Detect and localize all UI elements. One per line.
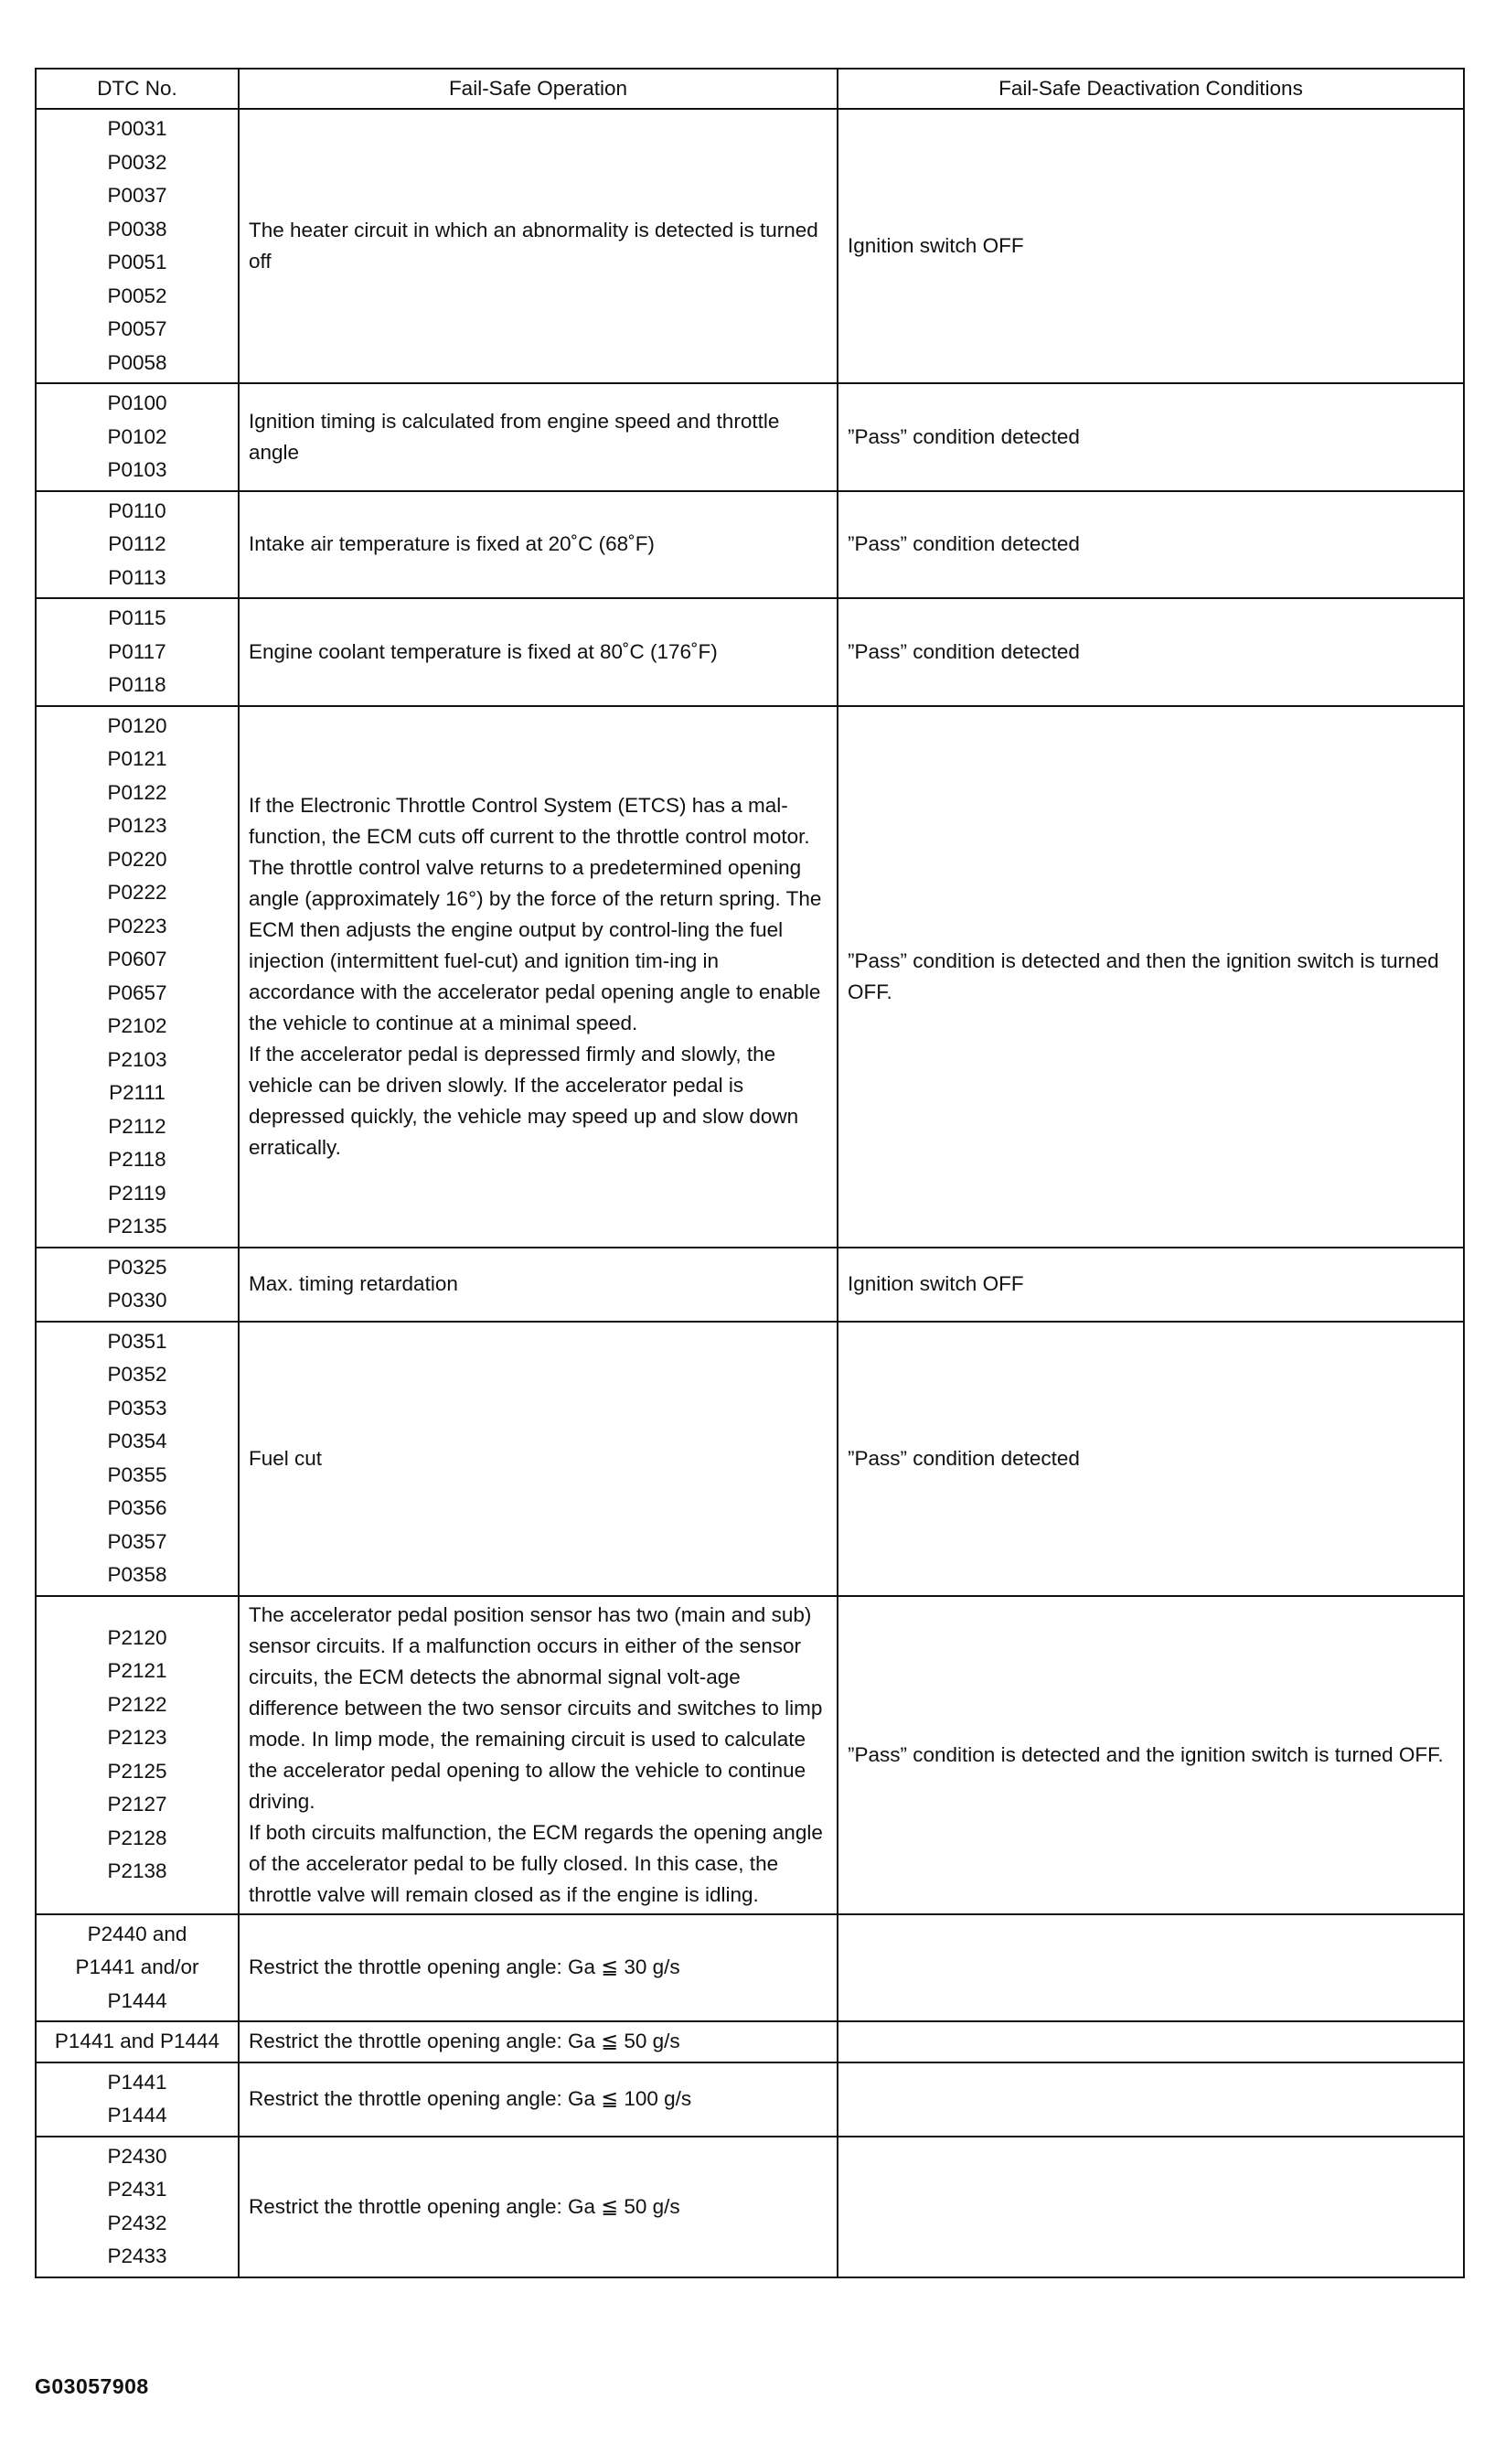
dtc-code: P0051: [107, 251, 167, 273]
fail-safe-operation-cell: [239, 2137, 838, 2277]
operation-paragraph: Max. timing retardation: [249, 1272, 458, 1295]
dtc-code: P0118: [108, 673, 166, 696]
dtc-code: P0330: [107, 1289, 167, 1312]
deactivation-condition-cell: ”Pass” condition detected: [838, 491, 1464, 599]
fail-safe-operation-cell: [239, 1914, 838, 2022]
dtc-code: P2128: [107, 1826, 167, 1849]
dtc-code: P0058: [107, 350, 167, 374]
dtc-code: P2125: [107, 1759, 167, 1783]
operation-paragraph: Restrict the throttle opening angle: Ga ≦ 50 g/s: [249, 2030, 680, 2053]
operation-paragraph: If both circuits malfunction, the ECM regards the opening angle of the accelerator pedal to be fully closed. In this case, the throttle valve will remain closed as if the engine is idling.: [249, 1820, 823, 1906]
dtc-code: P0122: [107, 780, 167, 804]
dtc-code: P0220: [107, 847, 167, 871]
dtc-code: P0031: [107, 117, 167, 140]
dtc-cell: [36, 2137, 239, 2277]
dtc-code: P0325: [107, 1255, 167, 1279]
table-row: [36, 1248, 1464, 1322]
dtc-code: P1444: [107, 1988, 167, 2012]
header-fail-safe-operation: Fail-Safe Operation: [239, 69, 838, 109]
header-dtc-no: DTC No.: [36, 69, 239, 109]
fail-safe-operation-cell: [239, 1322, 838, 1596]
dtc-code: P0102: [107, 424, 167, 448]
dtc-code: P0113: [108, 565, 166, 589]
operation-paragraph: Restrict the throttle opening angle: Ga ≦ 30 g/s: [249, 1955, 680, 1979]
fail-safe-operation-cell: [239, 1248, 838, 1322]
table-row: [36, 2021, 1464, 2062]
table-row: [36, 2062, 1464, 2137]
header-deactivation-conditions: Fail-Safe Deactivation Conditions: [838, 69, 1464, 109]
dtc-code: P0120: [107, 713, 167, 737]
dtc-cell: [36, 109, 239, 383]
deactivation-condition-cell: ”Pass” condition detected: [838, 598, 1464, 706]
dtc-cell: [36, 706, 239, 1248]
dtc-code: P0037: [107, 184, 167, 207]
table-row: [36, 2137, 1464, 2277]
dtc-code: P2118: [108, 1148, 166, 1171]
operation-paragraph: The heater circuit in which an abnormality is detected is turned off: [249, 219, 818, 273]
operation-paragraph: If the accelerator pedal is depressed firmly and slowly, the vehicle can be driven slowly. If the accelerator pedal is depressed quickly, the vehicle may speed up and slow down erratically.: [249, 1042, 799, 1159]
dtc-code: P2121: [107, 1659, 167, 1682]
dtc-code: P0112: [108, 532, 166, 555]
dtc-cell: [36, 2021, 239, 2062]
dtc-code: P1444: [107, 2104, 167, 2127]
dtc-code: P2102: [107, 1014, 167, 1037]
dtc-code: P0100: [107, 391, 167, 414]
failsafe-table: [35, 68, 1465, 2278]
deactivation-condition-cell: ”Pass” condition detected: [838, 1322, 1464, 1596]
fail-safe-operation-cell: [239, 491, 838, 599]
deactivation-condition-cell: [838, 2062, 1464, 2137]
dtc-code: P0038: [107, 217, 167, 241]
table-row: [36, 491, 1464, 599]
operation-paragraph: Fuel cut: [249, 1446, 323, 1470]
operation-paragraph: Ignition timing is calculated from engine speed and throttle angle: [249, 409, 780, 464]
dtc-code: P0657: [107, 980, 167, 1004]
fail-safe-operation-cell: [239, 1596, 838, 1914]
table-row: [36, 1322, 1464, 1596]
deactivation-condition-cell: ”Pass” condition is detected and then the ignition switch is turned OFF.: [838, 706, 1464, 1248]
dtc-cell: [36, 1596, 239, 1914]
dtc-code: P1441: [107, 2070, 167, 2094]
dtc-cell: [36, 1322, 239, 1596]
fail-safe-operation-cell: [239, 109, 838, 383]
dtc-code: P0117: [108, 639, 166, 663]
fail-safe-operation-cell: [239, 383, 838, 491]
dtc-cell: [36, 1248, 239, 1322]
dtc-code: P2127: [107, 1793, 167, 1816]
dtc-code: P2440 and: [87, 1922, 187, 1945]
dtc-cell: [36, 598, 239, 706]
dtc-code: P0357: [107, 1529, 167, 1553]
dtc-code: P0355: [107, 1462, 167, 1486]
dtc-code: P2119: [108, 1181, 166, 1205]
dtc-code: P0103: [107, 458, 167, 481]
dtc-cell: [36, 2062, 239, 2137]
dtc-cell: [36, 1914, 239, 2022]
dtc-code: P0222: [107, 881, 167, 904]
figure-id: G03057908: [35, 2374, 149, 2398]
operation-paragraph: If the Electronic Throttle Control System (ETCS) has a mal-function, the ECM cuts off current to the throttle control motor. The throttle control valve returns to a predetermined opening angle (approximately 16°) by the force of the return spring. The ECM then adjusts the engine output by control-ling the fuel injection (intermittent fuel-cut) and ignition tim-ing in accordance with the accelerator pedal opening angle to enable the vehicle to continue at a minimal speed.: [249, 793, 822, 1034]
dtc-code: P1441 and/or: [75, 1955, 199, 1978]
dtc-code: P0358: [107, 1563, 167, 1586]
dtc-code: P1441 and P1444: [54, 2030, 220, 2052]
dtc-code: P0115: [108, 606, 166, 629]
table-row: [36, 706, 1464, 1248]
dtc-code: P0121: [107, 747, 167, 770]
fail-safe-operation-cell: [239, 2062, 838, 2137]
dtc-code: P2138: [107, 1859, 167, 1882]
dtc-code: P2430: [107, 2144, 167, 2168]
dtc-cell: [36, 383, 239, 491]
header-row: [36, 69, 1464, 109]
dtc-code: P2120: [107, 1625, 167, 1649]
deactivation-condition-cell: Ignition switch OFF: [838, 109, 1464, 383]
table-body: [36, 109, 1464, 2277]
dtc-code: P2432: [107, 2211, 167, 2234]
dtc-code: P0353: [107, 1396, 167, 1419]
table-row: [36, 1596, 1464, 1914]
dtc-code: P2123: [107, 1726, 167, 1749]
dtc-code: P2122: [107, 1692, 167, 1716]
deactivation-condition-cell: [838, 1914, 1464, 2022]
fail-safe-operation-cell: [239, 598, 838, 706]
dtc-code: P0123: [107, 814, 167, 837]
table-row: [36, 1914, 1464, 2022]
dtc-cell: [36, 491, 239, 599]
dtc-code: P0032: [107, 150, 167, 174]
dtc-code: P2111: [109, 1081, 166, 1104]
dtc-code: P0223: [107, 914, 167, 937]
dtc-code: P0351: [107, 1329, 167, 1353]
dtc-code: P2135: [107, 1215, 167, 1237]
dtc-code: P0356: [107, 1496, 167, 1519]
fail-safe-operation-cell: [239, 706, 838, 1248]
operation-paragraph: Restrict the throttle opening angle: Ga ≦ 50 g/s: [249, 2194, 680, 2218]
dtc-code: P2431: [107, 2178, 167, 2201]
table-row: [36, 598, 1464, 706]
operation-paragraph: Engine coolant temperature is fixed at 80˚C (176˚F): [249, 639, 718, 663]
dtc-code: P0110: [108, 498, 166, 522]
deactivation-condition-cell: ”Pass” condition detected: [838, 383, 1464, 491]
deactivation-condition-cell: ”Pass” condition is detected and the ignition switch is turned OFF.: [838, 1596, 1464, 1914]
dtc-code: P0352: [107, 1363, 167, 1386]
table-row: [36, 109, 1464, 383]
dtc-code: P0052: [107, 284, 167, 307]
table-row: [36, 383, 1464, 491]
table-header: [36, 69, 1464, 109]
deactivation-condition-cell: [838, 2137, 1464, 2277]
operation-paragraph: The accelerator pedal position sensor has two (main and sub) sensor circuits. If a malfunction occurs in either of the sensor circuits, the ECM detects the abnormal signal volt-age difference between the two sensor circuits and switches to limp mode. In limp mode, the remaining circuit is used to calculate the accelerator pedal opening to allow the vehicle to continue driving.: [249, 1602, 823, 1813]
operation-paragraph: Intake air temperature is fixed at 20˚C (68˚F): [249, 532, 655, 556]
dtc-code: P0607: [107, 948, 167, 970]
fail-safe-operation-cell: [239, 2021, 838, 2062]
dtc-code: P0354: [107, 1430, 167, 1452]
deactivation-condition-cell: [838, 2021, 1464, 2062]
operation-paragraph: Restrict the throttle opening angle: Ga ≦ 100 g/s: [249, 2087, 692, 2110]
dtc-code: P2433: [107, 2244, 167, 2267]
dtc-code: P2112: [108, 1114, 166, 1138]
dtc-code: P2103: [107, 1047, 167, 1071]
dtc-code: P0057: [107, 317, 167, 340]
deactivation-condition-cell: Ignition switch OFF: [838, 1248, 1464, 1322]
